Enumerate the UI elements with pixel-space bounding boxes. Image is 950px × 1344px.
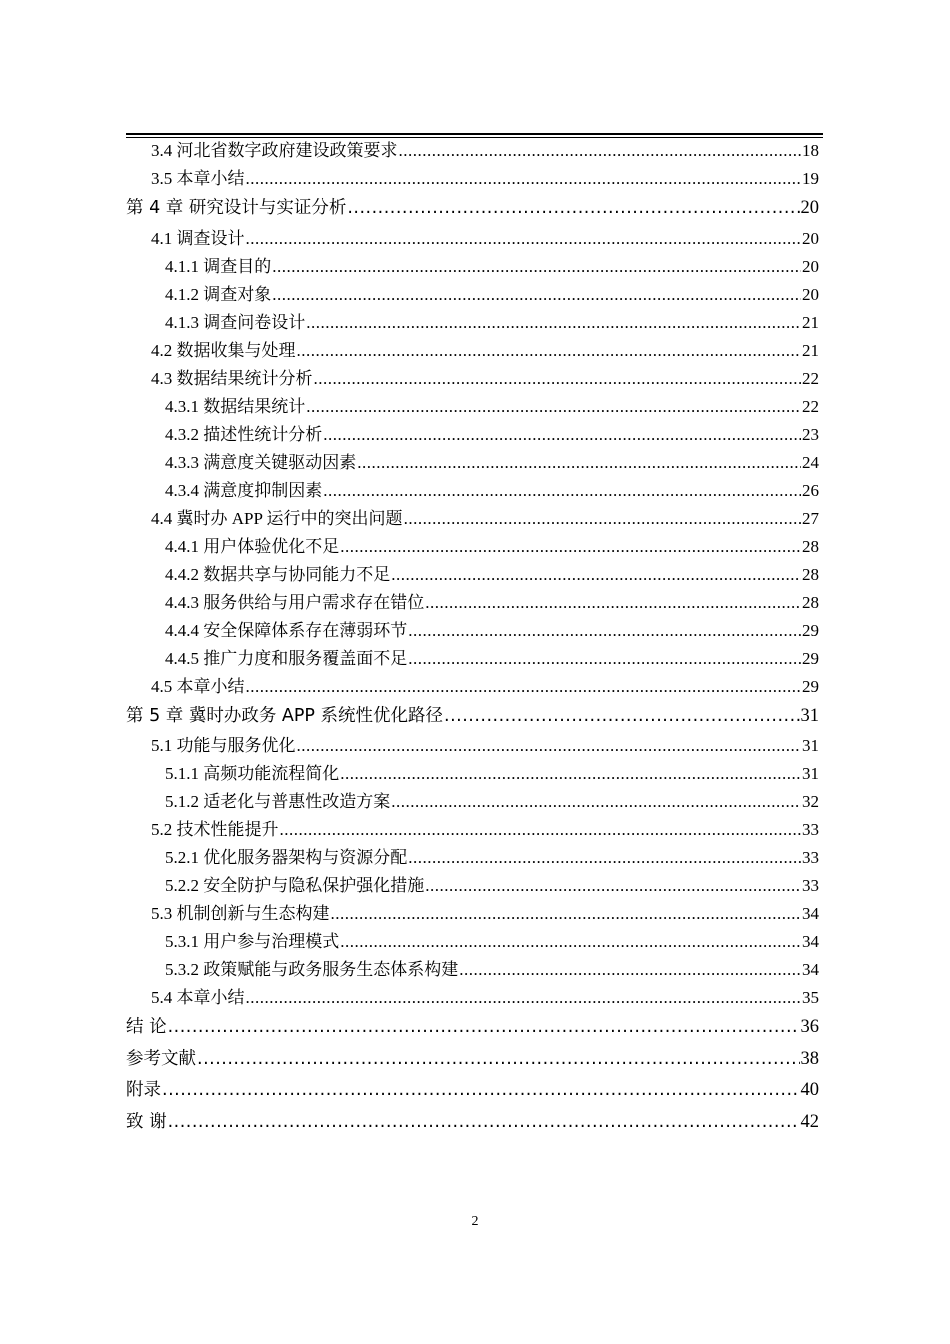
toc-entry[interactable] <box>126 561 819 589</box>
toc-entry-title: 第 5 章 冀时办政务 APP 系统性优化路径 <box>126 705 444 726</box>
toc-entry-page: 34 <box>802 960 819 979</box>
toc-dot-leader <box>408 617 801 645</box>
toc-entry-title: 3.4 河北省数字政府建设政策要求 <box>151 141 398 160</box>
toc-entry[interactable] <box>126 956 819 984</box>
toc-entry[interactable] <box>126 1012 819 1044</box>
toc-entry[interactable] <box>126 193 819 225</box>
toc-dot-leader <box>408 645 801 673</box>
toc-entry-page: 20 <box>802 284 819 304</box>
toc-entry-page: 20 <box>802 256 819 276</box>
toc-entry-page: 20 <box>802 228 819 248</box>
toc-entry-title: 4.3 数据结果统计分析 <box>151 368 313 388</box>
toc-entry-title: 4.1.1 调查目的 <box>165 256 272 276</box>
toc-dot-leader <box>323 477 801 505</box>
toc-entry-title: 4.4.3 服务供给与用户需求存在错位 <box>165 592 425 612</box>
toc-entry[interactable] <box>126 137 819 165</box>
toc-entry[interactable] <box>126 365 819 393</box>
toc-dot-leader <box>280 816 802 844</box>
toc-dot-leader <box>391 561 801 589</box>
toc-entry-page: 35 <box>802 988 819 1007</box>
toc-dot-leader <box>272 253 801 281</box>
toc-entry[interactable] <box>126 589 819 617</box>
toc-entry-title: 4.4.2 数据共享与协同能力不足 <box>165 564 391 584</box>
toc-entry[interactable] <box>126 645 819 673</box>
toc-entry-page: 20 <box>800 198 819 218</box>
toc-entry-page: 21 <box>802 312 819 332</box>
toc-entry-page: 34 <box>802 904 819 923</box>
toc-dot-leader <box>404 505 801 533</box>
toc-dot-leader <box>408 844 801 872</box>
toc-dot-leader <box>347 193 799 225</box>
toc-entry[interactable] <box>126 421 819 449</box>
toc-dot-leader <box>197 1044 800 1076</box>
toc-entry-title: 4.4.1 用户体验优化不足 <box>165 536 340 556</box>
toc-entry-title: 附录 <box>126 1080 161 1100</box>
toc-entry-page: 26 <box>802 480 819 500</box>
toc-entry-title: 5.2.2 安全防护与隐私保护强化措施 <box>165 876 425 895</box>
header-rule <box>126 133 823 135</box>
toc-entry-page: 28 <box>802 592 819 612</box>
toc-entry[interactable] <box>126 165 819 193</box>
toc-dot-leader <box>340 760 801 788</box>
toc-entry[interactable] <box>126 393 819 421</box>
toc-dot-leader <box>314 365 802 393</box>
toc-dot-leader <box>297 732 802 760</box>
toc-entry[interactable] <box>126 1044 819 1076</box>
toc-entry[interactable] <box>126 617 819 645</box>
toc-entry-page: 21 <box>802 340 819 360</box>
toc-entry-page: 33 <box>802 820 819 839</box>
toc-entry-page: 28 <box>802 536 819 556</box>
toc-entry[interactable] <box>126 844 819 872</box>
toc-dot-leader <box>340 928 801 956</box>
page-number: 2 <box>471 1214 479 1229</box>
toc-entry-title: 参考文献 <box>126 1048 196 1069</box>
toc-entry[interactable] <box>126 673 819 701</box>
toc-entry-page: 38 <box>800 1048 819 1069</box>
toc-entry[interactable] <box>126 760 819 788</box>
toc-entry-title: 3.5 本章小结 <box>151 169 245 188</box>
toc-entry-title: 致 谢 <box>126 1111 167 1132</box>
toc-entry-page: 36 <box>800 1017 819 1037</box>
toc-entry-title: 5.1.1 高频功能流程简化 <box>165 764 340 783</box>
toc-dot-leader <box>425 872 801 900</box>
toc-entry[interactable] <box>126 732 819 760</box>
toc-entry-page: 29 <box>802 620 819 640</box>
toc-dot-leader <box>246 225 802 253</box>
toc-dot-leader <box>357 449 801 477</box>
toc-entry-title: 第 4 章 研究设计与实证分析 <box>126 198 347 218</box>
toc-entry[interactable] <box>126 253 819 281</box>
toc-entry-page: 32 <box>802 792 819 811</box>
toc-entry-page: 33 <box>802 848 819 867</box>
toc-dot-leader <box>425 589 801 617</box>
toc-entry[interactable] <box>126 900 819 928</box>
toc-entry-title: 5.1.2 适老化与普惠性改造方案 <box>165 792 391 811</box>
toc-entry-page: 18 <box>802 141 819 160</box>
toc-entry[interactable] <box>126 984 819 1012</box>
toc-entry-page: 29 <box>802 676 819 696</box>
toc-entry[interactable] <box>126 337 819 365</box>
toc-entry[interactable] <box>126 225 819 253</box>
toc-dot-leader <box>162 1075 800 1107</box>
toc-entry[interactable] <box>126 816 819 844</box>
toc-entry[interactable] <box>126 788 819 816</box>
toc-dot-leader <box>297 337 802 365</box>
toc-dot-leader <box>246 984 802 1012</box>
toc-entry[interactable] <box>126 505 819 533</box>
toc-entry-title: 4.2 数据收集与处理 <box>151 340 296 360</box>
toc-dot-leader <box>272 281 801 309</box>
toc-entry-title: 5.2 技术性能提升 <box>151 820 279 839</box>
toc-entry-page: 22 <box>802 396 819 416</box>
toc-dot-leader <box>306 393 801 421</box>
toc-entry-title: 4.3.3 满意度关键驱动因素 <box>165 452 357 472</box>
toc-dot-leader <box>323 421 801 449</box>
toc-dot-leader <box>459 956 801 984</box>
toc-entry-page: 24 <box>802 452 819 472</box>
toc-dot-leader <box>399 137 802 165</box>
toc-dot-leader <box>168 1012 800 1044</box>
toc-entry-page: 19 <box>802 169 819 188</box>
toc-entry[interactable] <box>126 1107 819 1139</box>
toc-entry[interactable] <box>126 449 819 477</box>
toc-entry-title: 4.3.2 描述性统计分析 <box>165 424 323 444</box>
toc-entry[interactable] <box>126 701 819 733</box>
toc-entry-title: 4.3.4 满意度抑制因素 <box>165 480 323 500</box>
toc-entry[interactable] <box>126 281 819 309</box>
toc-dot-leader <box>246 165 802 193</box>
toc-entry[interactable] <box>126 928 819 956</box>
toc-entry-title: 4.5 本章小结 <box>151 676 245 696</box>
toc-entry-page: 31 <box>800 705 819 726</box>
toc-dot-leader <box>391 788 801 816</box>
toc-entry[interactable] <box>126 477 819 505</box>
toc-entry-page: 29 <box>802 648 819 668</box>
toc-entry-page: 42 <box>800 1111 819 1132</box>
toc-entry-page: 34 <box>802 932 819 951</box>
toc-entry-page: 31 <box>802 736 819 755</box>
toc-entry-title: 5.1 功能与服务优化 <box>151 736 296 755</box>
toc-entry-title: 4.1.3 调查问卷设计 <box>165 312 306 332</box>
toc-entry[interactable] <box>126 533 819 561</box>
toc-entry-title: 5.2.1 优化服务器架构与资源分配 <box>165 848 408 867</box>
toc-entry-page: 33 <box>802 876 819 895</box>
toc-dot-leader <box>306 309 801 337</box>
toc-entry-title: 5.3 机制创新与生态构建 <box>151 904 330 923</box>
toc-entry-page: 27 <box>802 508 819 528</box>
toc-entry-page: 28 <box>802 564 819 584</box>
toc-entry-title: 5.3.2 政策赋能与政务服务生态体系构建 <box>165 960 459 979</box>
toc-entry-title: 4.4 冀时办 APP 运行中的突出问题 <box>151 508 403 528</box>
toc-dot-leader <box>340 533 801 561</box>
toc-entry-page: 23 <box>802 424 819 444</box>
toc-entry-page: 22 <box>802 368 819 388</box>
toc-dot-leader <box>331 900 802 928</box>
toc-entry-title: 4.1.2 调查对象 <box>165 284 272 304</box>
toc-entry-title: 5.3.1 用户参与治理模式 <box>165 932 340 951</box>
toc-entry-title: 结 论 <box>126 1017 167 1037</box>
toc-entry-page: 40 <box>800 1080 819 1100</box>
toc-dot-leader <box>444 701 799 733</box>
toc-entry[interactable] <box>126 309 819 337</box>
table-of-contents <box>126 137 819 1138</box>
toc-entry-page: 31 <box>802 764 819 783</box>
toc-entry[interactable] <box>126 1075 819 1107</box>
toc-dot-leader <box>168 1107 800 1139</box>
toc-entry-title: 4.4.5 推广力度和服务覆盖面不足 <box>165 648 408 668</box>
toc-entry-title: 5.4 本章小结 <box>151 988 245 1007</box>
toc-entry[interactable] <box>126 872 819 900</box>
toc-entry-title: 4.4.4 安全保障体系存在薄弱环节 <box>165 620 408 640</box>
toc-dot-leader <box>246 673 802 701</box>
toc-entry-title: 4.1 调查设计 <box>151 228 245 248</box>
toc-entry-title: 4.3.1 数据结果统计 <box>165 396 306 416</box>
